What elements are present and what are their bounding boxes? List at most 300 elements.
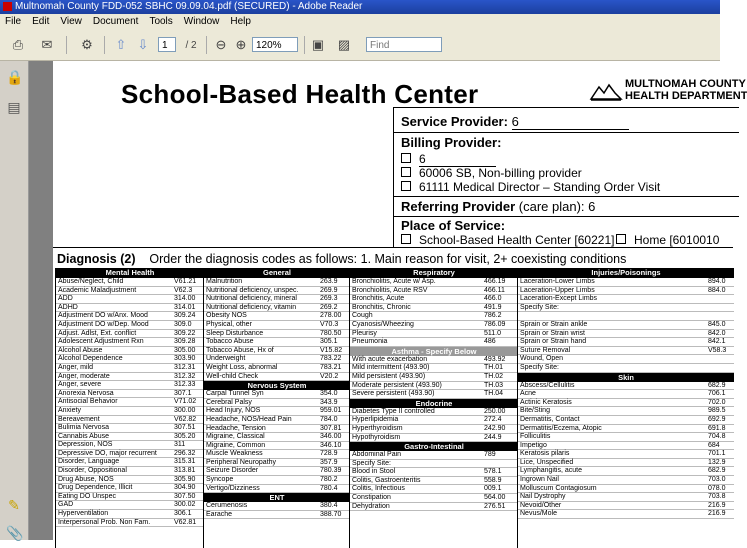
- diagnosis-row[interactable]: [56, 441, 204, 450]
- diagnosis-row[interactable]: [204, 485, 350, 494]
- diagnosis-code: 564.00: [484, 494, 506, 502]
- diagnosis-code: 305.00: [174, 346, 196, 354]
- diagnosis-code: 305.1: [320, 338, 338, 346]
- diagnosis-name: Disorder, Language: [58, 458, 120, 466]
- diagnosis-code: TH.01: [484, 364, 504, 372]
- diagnosis-row[interactable]: [56, 390, 204, 399]
- diagnosis-row[interactable]: [56, 364, 204, 373]
- billing-checkbox-3[interactable]: [401, 181, 411, 191]
- diagnosis-name: Bulimia Nervosa: [58, 424, 109, 432]
- pages-icon[interactable]: ▤: [7, 99, 21, 115]
- diagnosis-name: Cyanosis/Wheezing: [352, 320, 414, 328]
- diagnosis-row[interactable]: [518, 382, 734, 391]
- diagnosis-code: 491.9: [484, 303, 502, 311]
- diagnosis-name: Underweight: [206, 355, 246, 363]
- diagnosis-name: Migraine, Common: [206, 441, 266, 449]
- diagnosis-row[interactable]: [204, 425, 350, 434]
- diagnosis-name: Bereavement: [58, 415, 100, 423]
- next-page-icon[interactable]: ⇩: [137, 37, 149, 52]
- diagnosis-row[interactable]: [518, 425, 734, 434]
- diagnosis-name: Hyperventilation: [58, 510, 109, 518]
- diagnosis-name: Wound, Open: [520, 355, 564, 363]
- diagnosis-name: Nutritional deficiency, mineral: [206, 295, 297, 303]
- zoom-select[interactable]: 120%: [252, 37, 298, 52]
- diagnosis-code: 216.9: [708, 510, 726, 518]
- diagnosis-name: Actinic Keratosis: [520, 398, 572, 406]
- diagnosis-name: Anorexia Nervosa: [58, 389, 114, 397]
- menu-document[interactable]: Document: [92, 16, 139, 27]
- diagnosis-code: V62.81: [174, 518, 197, 526]
- diagnosis-name: ADHD: [58, 303, 78, 311]
- diagnosis-row[interactable]: [56, 330, 204, 339]
- diagnosis-name: Vertigo/Dizziness: [206, 484, 260, 492]
- diagnosis-row[interactable]: [518, 467, 734, 476]
- document-area[interactable]: [29, 61, 747, 540]
- diagnosis-row[interactable]: [350, 287, 518, 296]
- diagnosis-row[interactable]: [56, 321, 204, 330]
- diagnosis-row[interactable]: [56, 398, 204, 407]
- diagnosis-code: 269.2: [320, 303, 338, 311]
- diagnosis-row[interactable]: [56, 373, 204, 382]
- diagnosis-row[interactable]: [350, 304, 518, 313]
- billing-checkbox-2[interactable]: [401, 167, 411, 177]
- diagnosis-code: V58.3: [708, 346, 727, 354]
- diagnosis-code: 312.31: [174, 363, 196, 371]
- diagnosis-code: 466.11: [484, 286, 505, 294]
- diagnosis-code: 307.1: [174, 389, 192, 397]
- diagnosis-row[interactable]: [350, 416, 518, 425]
- diagnosis-row[interactable]: [350, 485, 518, 494]
- find-input[interactable]: Find: [366, 37, 442, 52]
- diagnosis-code: 989.5: [708, 407, 726, 415]
- diagnosis-row[interactable]: [350, 338, 518, 347]
- diagnosis-code: 357.9: [320, 458, 338, 466]
- diagnosis-code: 307.81: [320, 424, 342, 432]
- menu-file[interactable]: File: [5, 16, 22, 27]
- diagnosis-code: 780.50: [320, 329, 342, 337]
- diagnosis-name: Nevoid/Other: [520, 501, 562, 509]
- diagnosis-row[interactable]: [518, 312, 734, 321]
- diagnosis-code: 263.9: [320, 278, 338, 285]
- diagnosis-code: 959.01: [320, 407, 342, 415]
- diagnosis-name: Adjust. Adlst, Ext. conflict: [58, 329, 137, 337]
- diagnosis-name: Acne: [520, 390, 536, 398]
- diagnosis-row[interactable]: [350, 278, 518, 287]
- diagnosis-name: Molluscum Contagiosum: [520, 484, 597, 492]
- menu-window[interactable]: Window: [183, 16, 220, 27]
- diagnosis-row[interactable]: [518, 304, 734, 313]
- diagnosis-code: TH.04: [484, 390, 504, 398]
- diagnosis-code: 132.9: [708, 458, 726, 466]
- diagnosis-row[interactable]: [56, 484, 204, 493]
- diagnosis-row[interactable]: [204, 364, 350, 373]
- diagnosis-row[interactable]: [204, 278, 350, 287]
- column-header: General: [204, 268, 350, 278]
- diagnosis-row[interactable]: [350, 390, 518, 399]
- diagnosis-row[interactable]: [56, 450, 204, 459]
- previous-page-icon[interactable]: ⇧: [115, 37, 127, 52]
- section-header: Skin: [518, 373, 734, 382]
- diagnosis-code: 309.0: [174, 320, 192, 328]
- diagnosis-row[interactable]: [204, 450, 350, 459]
- diagnosis-row[interactable]: [350, 503, 518, 512]
- diagnosis-row[interactable]: [56, 338, 204, 347]
- diagnosis-row[interactable]: [350, 477, 518, 486]
- diagnosis-row[interactable]: [56, 381, 204, 390]
- diagnosis-row[interactable]: [518, 390, 734, 399]
- comment-icon[interactable]: ✎: [8, 497, 20, 513]
- diagnosis-name: Antisocial Behavior: [58, 398, 118, 406]
- diagnosis-row[interactable]: [350, 382, 518, 391]
- diagnosis-code: 269.9: [320, 286, 338, 294]
- diagnosis-row[interactable]: [204, 433, 350, 442]
- diagnosis-row[interactable]: [350, 330, 518, 339]
- diagnosis-row[interactable]: [350, 468, 518, 477]
- diagnosis-row[interactable]: [56, 278, 204, 287]
- diagnosis-row[interactable]: [56, 501, 204, 510]
- diagnosis-row[interactable]: [56, 312, 204, 321]
- diagnosis-row[interactable]: [56, 347, 204, 356]
- lock-icon[interactable]: 🔒: [6, 69, 24, 85]
- diagnosis-name: Sleep Disturbance: [206, 329, 264, 337]
- diagnosis-row[interactable]: [350, 408, 518, 417]
- diagnosis-name: Blood in Stool: [352, 468, 396, 476]
- email-icon[interactable]: ✉: [41, 37, 53, 52]
- diagnosis-name: Peripheral Neuropathy: [206, 458, 277, 466]
- diagnosis-code: 303.90: [174, 355, 196, 363]
- menu-tools[interactable]: Tools: [149, 16, 173, 27]
- diagnosis-name: Sprain or Strain ankle: [520, 320, 588, 328]
- diagnosis-code: 704.8: [708, 433, 726, 441]
- diagnosis-row[interactable]: [518, 485, 734, 494]
- diagnosis-name: Colitis, Gastroenteritis: [352, 476, 421, 484]
- page-number-input[interactable]: 1: [158, 37, 176, 52]
- diagnosis-row[interactable]: [518, 493, 734, 502]
- toolbar-separator: [304, 36, 305, 54]
- diagnosis-name: Cough: [352, 312, 373, 320]
- diagnosis-row[interactable]: [204, 312, 350, 321]
- menu-view[interactable]: View: [60, 16, 82, 27]
- diagnosis-name: Constipation: [352, 494, 391, 502]
- diagnosis-code: 466.19: [484, 278, 506, 285]
- diagnosis-name: Diabetes Type II controlled: [352, 407, 435, 415]
- diagnosis-row[interactable]: [204, 407, 350, 416]
- diagnosis-name: Lymphangitis, acute: [520, 467, 582, 475]
- diagnosis-name: Eating DO Unspec: [58, 492, 116, 500]
- diagnosis-row[interactable]: [518, 338, 734, 347]
- diagnosis-code: 343.9: [320, 398, 338, 406]
- diagnosis-code: 312.32: [174, 372, 196, 380]
- diagnosis-column: [203, 268, 350, 548]
- diagnosis-name: Drug Abuse, NOS: [58, 475, 114, 483]
- zoom-in-icon[interactable]: ⊕: [235, 37, 247, 52]
- diagnosis-code: 786.2: [484, 312, 502, 320]
- diagnosis-name: Anger, mild: [58, 363, 94, 371]
- diagnosis-code: 309.24: [174, 312, 196, 320]
- diagnosis-code: 354.0: [320, 390, 338, 398]
- diagnosis-row[interactable]: [56, 493, 204, 502]
- diagnosis-code: 312.33: [174, 381, 196, 389]
- diagnosis-row[interactable]: [518, 347, 734, 356]
- diagnosis-row[interactable]: [518, 442, 734, 451]
- column-header: Respiratory: [350, 268, 518, 278]
- diagnosis-row[interactable]: [350, 356, 518, 365]
- diagnosis-row[interactable]: [204, 373, 350, 382]
- diagnosis-code: 296.32: [174, 449, 196, 457]
- diagnosis-row[interactable]: [518, 295, 734, 304]
- diagnosis-row[interactable]: [204, 467, 350, 476]
- diagnosis-name: Suture Removal: [520, 346, 571, 354]
- toolbar-separator: [104, 36, 105, 54]
- diagnosis-name: Earache: [206, 510, 233, 518]
- diagnosis-code: 780.2: [320, 476, 338, 484]
- diagnosis-name: Adjustment DO w/Dep. Mood: [58, 320, 149, 328]
- place-checkbox-home[interactable]: [616, 234, 626, 244]
- diagnosis-code: 691.8: [708, 424, 726, 432]
- diagnosis-code: 300.00: [174, 406, 196, 414]
- diagnosis-name: Sprain or Strain hand: [520, 338, 587, 346]
- diagnosis-code: 307.50: [174, 492, 196, 500]
- print-icon[interactable]: ⎙: [12, 37, 24, 52]
- diagnosis-name: Adjustment DO w/Anx. Mood: [58, 312, 148, 320]
- diagnosis-row[interactable]: [204, 295, 350, 304]
- window-titlebar[interactable]: [0, 0, 720, 14]
- diagnosis-code: 078.0: [708, 484, 726, 492]
- diagnosis-row[interactable]: [204, 330, 350, 339]
- diagnosis-name: Malnutrition: [206, 278, 243, 285]
- diagnosis-row[interactable]: [204, 287, 350, 296]
- diagnosis-row[interactable]: [204, 338, 350, 347]
- diagnosis-code: 242.90: [484, 424, 506, 432]
- diagnosis-name: ADD: [58, 295, 73, 303]
- diagnosis-title: Diagnosis (2): [57, 252, 136, 266]
- navigation-pane: [0, 61, 29, 540]
- diagnosis-name: Bronchitis, Chronic: [352, 303, 411, 311]
- diagnosis-row[interactable]: [56, 304, 204, 313]
- diagnosis-code: V20.2: [320, 372, 339, 380]
- diagnosis-code: 728.9: [320, 450, 338, 458]
- diagnosis-row[interactable]: [518, 321, 734, 330]
- diagnosis-row[interactable]: [350, 425, 518, 434]
- section-header: Nervous System: [204, 381, 350, 390]
- diagnosis-code: V15.82: [320, 346, 343, 354]
- diagnosis-name: Nutritional deficiency, vitamin: [206, 303, 297, 311]
- fit-width-icon[interactable]: ▨: [337, 37, 351, 52]
- diagnosis-row[interactable]: [204, 511, 350, 520]
- diagnosis-name: Tobacco Abuse: [206, 338, 254, 346]
- diagnosis-name: Severe persistent (493.90): [352, 390, 435, 398]
- section-header: ENT: [204, 493, 350, 502]
- diagnosis-row[interactable]: [518, 330, 734, 339]
- diagnosis-row[interactable]: [56, 467, 204, 476]
- diagnosis-code: V62.82: [174, 415, 197, 423]
- menu-bar: [0, 14, 720, 30]
- diagnosis-code: 780.39: [320, 467, 342, 475]
- diagnosis-row[interactable]: [56, 407, 204, 416]
- diagnosis-code: 684: [708, 441, 720, 449]
- diagnosis-name: Ingrown Nail: [520, 476, 559, 484]
- diagnosis-code: 313.81: [174, 467, 196, 475]
- section-header: Endocrine: [350, 399, 518, 408]
- diagnosis-code: V70.3: [320, 320, 339, 328]
- diagnosis-row[interactable]: [56, 476, 204, 485]
- diagnosis-name: Cerebral Palsy: [206, 398, 252, 406]
- diagnosis-code: 842.0: [708, 329, 726, 337]
- diagnosis-name: Pleurisy: [352, 329, 377, 337]
- diagnosis-row[interactable]: [518, 278, 734, 287]
- diagnosis-section: [53, 247, 733, 541]
- diagnosis-row[interactable]: [518, 433, 734, 442]
- diagnosis-row[interactable]: [518, 364, 734, 373]
- fit-page-icon[interactable]: ▣: [311, 37, 325, 52]
- diagnosis-name: Disorder, Oppositional: [58, 467, 127, 475]
- diagnosis-name: GAD: [58, 501, 74, 509]
- diagnosis-row[interactable]: [350, 494, 518, 503]
- menu-edit[interactable]: Edit: [32, 16, 50, 27]
- diagnosis-name: Cerumenosis: [206, 502, 248, 510]
- diagnosis-row[interactable]: [204, 399, 350, 408]
- diagnosis-name: Bronchiolitis, Acute w/ Asp.: [352, 278, 436, 285]
- diagnosis-row[interactable]: [518, 355, 734, 364]
- diagnosis-name: Obesity NOS: [206, 312, 247, 320]
- diagnosis-name: Cannabis Abuse: [58, 432, 109, 440]
- diagnosis-row[interactable]: [204, 442, 350, 451]
- diagnosis-code: TH.02: [484, 372, 504, 380]
- diagnosis-code: 845.0: [708, 320, 726, 328]
- diagnosis-row[interactable]: [204, 321, 350, 330]
- diagnosis-row[interactable]: [56, 355, 204, 364]
- diagnosis-row[interactable]: [204, 416, 350, 425]
- diagnosis-row[interactable]: [204, 304, 350, 313]
- diagnosis-code: 346.00: [320, 433, 342, 441]
- diagnosis-code: 493.92: [484, 355, 506, 363]
- diagnosis-name: Headache, Tension: [206, 424, 266, 432]
- diagnosis-code: 466.0: [484, 295, 502, 303]
- zoom-out-icon[interactable]: ⊖: [215, 37, 227, 52]
- diagnosis-row[interactable]: [518, 399, 734, 408]
- diagnosis-name: Abuse/Neglect, Child: [58, 278, 124, 285]
- diagnosis-name: Keratosis pilaris: [520, 450, 570, 458]
- diagnosis-code: 703.8: [708, 493, 726, 501]
- diagnosis-row[interactable]: [204, 347, 350, 356]
- diagnosis-row[interactable]: [56, 458, 204, 467]
- diagnosis-name: Specify Site:: [520, 303, 559, 311]
- diagnosis-name: Moderate persistent (493.90): [352, 381, 442, 389]
- diagnosis-name: Adolescent Adjustment Rxn: [58, 338, 144, 346]
- diagnosis-name: Drug Dependence, Illicit: [58, 484, 133, 492]
- diagnosis-row[interactable]: [350, 460, 518, 469]
- attachment-icon[interactable]: 📎: [6, 525, 24, 541]
- diagnosis-name: Migraine, Classical: [206, 433, 265, 441]
- diagnosis-name: Dermatitis/Eczema, Atopic: [520, 424, 602, 432]
- place-checkbox-sbhc[interactable]: [401, 234, 411, 244]
- diagnosis-name: Colitis, Infectious: [352, 485, 405, 493]
- diagnosis-row[interactable]: [518, 416, 734, 425]
- diagnosis-row[interactable]: [350, 373, 518, 382]
- diagnosis-row[interactable]: [350, 312, 518, 321]
- diagnosis-code: 706.1: [708, 390, 726, 398]
- diagnosis-name: Bronchiolitis, Acute RSV: [352, 286, 428, 294]
- diagnosis-code: 307.51: [174, 424, 196, 432]
- diagnosis-row[interactable]: [204, 459, 350, 468]
- diagnosis-row[interactable]: [204, 355, 350, 364]
- window-title: Multnomah County FDD-052 SBHC 09.09.04.pdf (SECURED) - Adobe Reader: [15, 1, 363, 12]
- diagnosis-name: Muscle Weakness: [206, 450, 263, 458]
- diagnosis-name: Head Injury, NOS: [206, 407, 261, 415]
- diagnosis-code: 894.0: [708, 278, 726, 285]
- diagnosis-row[interactable]: [56, 519, 204, 528]
- diagnosis-code: 682.9: [708, 381, 726, 389]
- diagnosis-name: Alcohol Dependence: [58, 355, 123, 363]
- diagnosis-name: Laceration-Upper Limbs: [520, 286, 595, 294]
- section-header: Asthma - Specify Below: [350, 347, 518, 356]
- column-header: Injuries/Poisonings: [518, 268, 734, 278]
- diagnosis-name: Laceration-Except Limbs: [520, 295, 598, 303]
- diagnosis-code: V62.3: [174, 286, 193, 294]
- diagnosis-row[interactable]: [56, 287, 204, 296]
- diagnosis-code: 346.10: [320, 441, 342, 449]
- diagnosis-row[interactable]: [56, 424, 204, 433]
- diagnosis-name: Tobacco Abuse, Hx of: [206, 346, 274, 354]
- diagnosis-row[interactable]: [518, 459, 734, 468]
- diagnosis-name: Dehydration: [352, 502, 390, 510]
- diagnosis-row[interactable]: [56, 295, 204, 304]
- diagnosis-row[interactable]: [56, 416, 204, 425]
- diagnosis-name: Sprain or Strain wrist: [520, 329, 585, 337]
- diagnosis-code: 789: [484, 451, 496, 459]
- diagnosis-code: 269.3: [320, 295, 338, 303]
- diagnosis-row[interactable]: [204, 476, 350, 485]
- diagnosis-row[interactable]: [350, 321, 518, 330]
- diagnosis-row[interactable]: [350, 451, 518, 460]
- diagnosis-row[interactable]: [204, 502, 350, 511]
- diagnosis-name: Interpersonal Prob. Non Fam.: [58, 518, 151, 526]
- adobe-reader-icon: [3, 2, 12, 11]
- diagnosis-row[interactable]: [204, 390, 350, 399]
- diagnosis-name: Alcohol Abuse: [58, 346, 103, 354]
- diagnosis-row[interactable]: [518, 502, 734, 511]
- diagnosis-code: 783.22: [320, 355, 342, 363]
- menu-help[interactable]: Help: [230, 16, 251, 27]
- diagnosis-row[interactable]: [518, 407, 734, 416]
- diagnosis-name: Anger, moderate: [58, 372, 110, 380]
- diagnosis-name: Academic Maladjustment: [58, 286, 137, 294]
- diagnosis-row[interactable]: [518, 450, 734, 459]
- diagnosis-row[interactable]: [518, 287, 734, 296]
- diagnosis-row[interactable]: [350, 434, 518, 443]
- diagnosis-code: 276.51: [484, 502, 506, 510]
- diagnosis-name: Nevus/Mole: [520, 510, 557, 518]
- diagnosis-name: Specify Site:: [520, 363, 559, 371]
- diagnosis-name: Physical, other: [206, 320, 252, 328]
- diagnosis-instructions: Order the diagnosis codes as follows: 1. Main reason for visit, 2+ coexisting conditions: [149, 252, 627, 266]
- diagnosis-row[interactable]: [518, 476, 734, 485]
- diagnosis-row[interactable]: [350, 364, 518, 373]
- diagnosis-row[interactable]: [350, 295, 518, 304]
- diagnosis-name: Bronchitis, Acute: [352, 295, 405, 303]
- diagnosis-name: Syncope: [206, 476, 234, 484]
- share-icon[interactable]: ⚙: [81, 37, 93, 52]
- diagnosis-row[interactable]: [56, 433, 204, 442]
- diagnosis-row[interactable]: [56, 510, 204, 519]
- diagnosis-name: Well-child Check: [206, 372, 258, 380]
- diagnosis-code: 511.0: [484, 329, 501, 337]
- pdf-page: [53, 61, 747, 540]
- billing-checkbox-1[interactable]: [401, 153, 411, 163]
- diagnosis-name: Lice, Unspecified: [520, 458, 574, 466]
- diagnosis-row[interactable]: [518, 510, 734, 519]
- diagnosis-code: 388.70: [320, 510, 342, 518]
